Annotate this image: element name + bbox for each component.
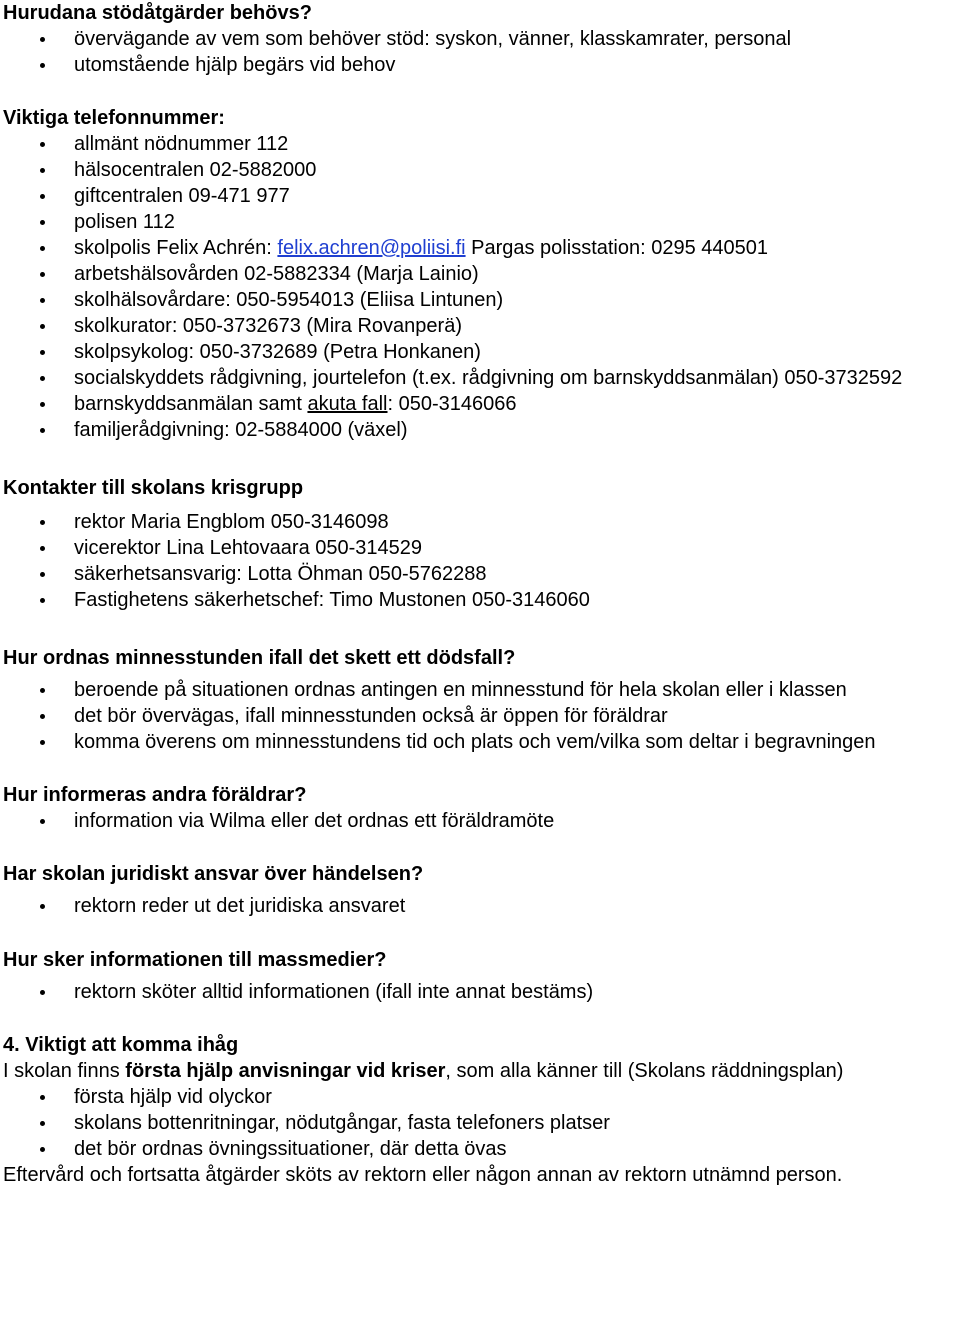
phones-list	[3, 131, 958, 443]
list-item: polisen 112	[3, 209, 958, 235]
police-suffix: Pargas polisstation: 0295 440501	[465, 237, 769, 259]
list-item: Fastighetens säkerhetschef: Timo Mustonen 050-3146060	[3, 587, 958, 613]
remember-outro: Eftervård och fortsatta åtgärder sköts av rektorn eller någon annan av rektorn utnämnd person.	[3, 1164, 843, 1186]
list-item: arbetshälsovården 02-5882334 (Marja Lainio)	[3, 261, 958, 287]
parents-heading: Hur informeras andra föräldrar?	[3, 784, 307, 806]
remember-list	[3, 1084, 958, 1162]
legal-list	[3, 893, 958, 919]
list-item-school-police	[3, 235, 958, 261]
list-item: skolkurator: 050-3732673 (Mira Rovanperä)	[3, 313, 958, 339]
parents-list	[3, 808, 958, 834]
child-prefix: barnskyddsanmälan samt	[74, 393, 308, 415]
memorial-heading: Hur ordnas minnesstunden ifall det skett ett dödsfall?	[3, 647, 516, 669]
list-item: rektorn sköter alltid informationen (ifall inte annat bestäms)	[3, 979, 958, 1005]
list-item: utomstående hjälp begärs vid behov	[3, 52, 958, 78]
list-item: beroende på situationen ordnas antingen en minnesstund för hela skolan eller i klassen	[3, 677, 958, 703]
list-item: information via Wilma eller det ordnas ett föräldramöte	[3, 808, 958, 834]
crisis-heading: Kontakter till skolans krisgrupp	[3, 477, 304, 499]
intro-prefix: I skolan finns	[3, 1060, 126, 1082]
list-item: komma överens om minnesstundens tid och plats och vem/vilka som deltar i begravningen	[3, 729, 958, 755]
list-item: rektorn reder ut det juridiska ansvaret	[3, 893, 958, 919]
list-item: skolhälsovårdare: 050-5954013 (Eliisa Lintunen)	[3, 287, 958, 313]
list-item: hälsocentralen 02-5882000	[3, 157, 958, 183]
remember-heading: 4. Viktigt att komma ihåg	[3, 1034, 239, 1056]
support-heading: Hurudana stödåtgärder behövs?	[3, 2, 312, 24]
memorial-list	[3, 677, 958, 755]
police-prefix: skolpolis Felix Achrén:	[74, 237, 278, 259]
list-item: skolpsykolog: 050-3732689 (Petra Honkanen)	[3, 339, 958, 365]
crisis-list	[3, 509, 958, 613]
list-item: säkerhetsansvarig: Lotta Öhman 050-5762288	[3, 561, 958, 587]
list-item: övervägande av vem som behöver stöd: syskon, vänner, klasskamrater, personal	[3, 26, 958, 52]
media-list	[3, 979, 958, 1005]
list-item: socialskyddets rådgivning, jourtelefon (t.ex. rådgivning om barnskyddsanmälan) 050-3732592	[3, 365, 958, 391]
intro-bold: första hjälp anvisningar vid kriser	[125, 1060, 446, 1082]
remember-intro	[3, 1058, 958, 1084]
police-email-link[interactable]: felix.achren@poliisi.fi	[277, 237, 466, 259]
support-list	[3, 26, 958, 78]
media-heading: Hur sker informationen till massmedier?	[3, 949, 387, 971]
intro-suffix: , som alla känner till (Skolans räddningsplan)	[445, 1060, 844, 1082]
child-suffix: : 050-3146066	[387, 393, 517, 415]
list-item: allmänt nödnummer 112	[3, 131, 958, 157]
list-item-child-protection	[3, 391, 958, 417]
list-item: familjerådgivning: 02-5884000 (växel)	[3, 417, 958, 443]
document-page	[3, 0, 958, 1188]
legal-heading: Har skolan juridiskt ansvar över händelsen?	[3, 863, 424, 885]
list-item: giftcentralen 09-471 977	[3, 183, 958, 209]
list-item: första hjälp vid olyckor	[3, 1084, 958, 1110]
list-item: skolans bottenritningar, nödutgångar, fasta telefoners platser	[3, 1110, 958, 1136]
list-item: det bör ordnas övningssituationer, där detta övas	[3, 1136, 958, 1162]
list-item: rektor Maria Engblom 050-3146098	[3, 509, 958, 535]
list-item: vicerektor Lina Lehtovaara 050-314529	[3, 535, 958, 561]
phones-heading: Viktiga telefonnummer:	[3, 107, 225, 129]
list-item: det bör övervägas, ifall minnesstunden också är öppen för föräldrar	[3, 703, 958, 729]
child-underlined: akuta fall	[307, 393, 388, 415]
